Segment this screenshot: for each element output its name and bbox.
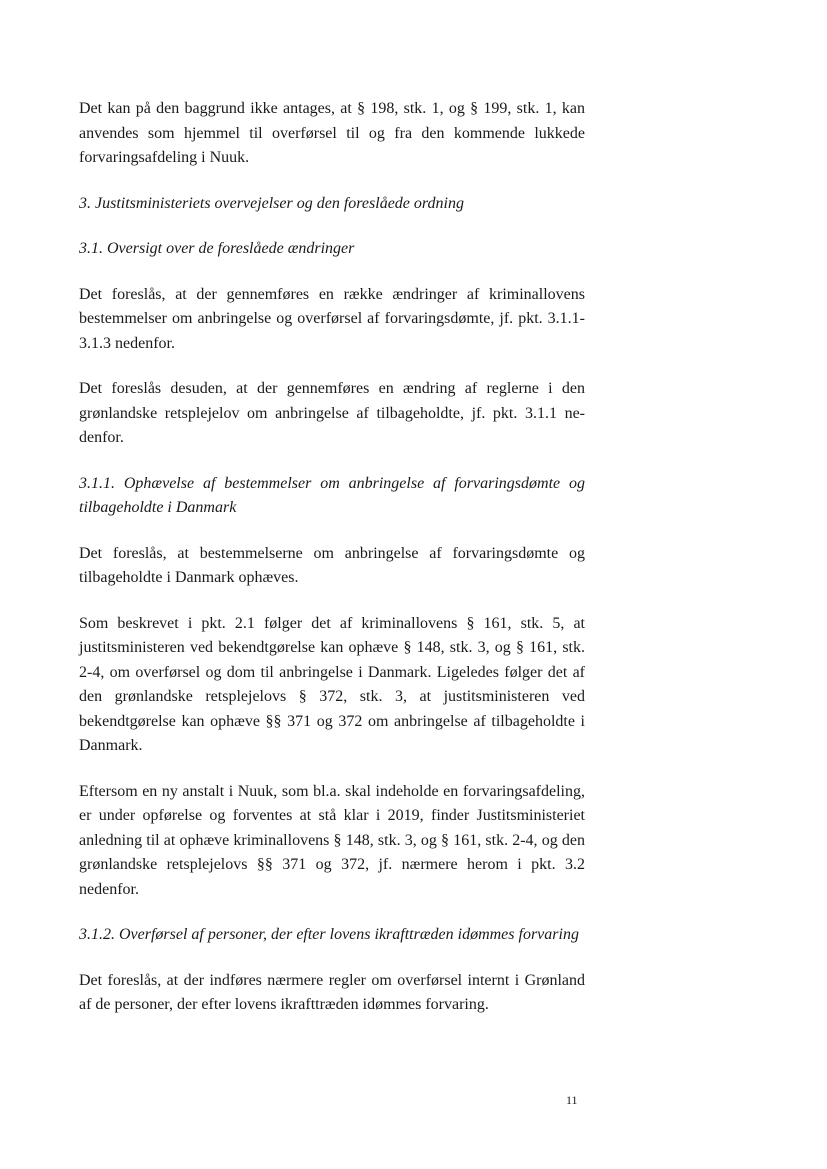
section-heading-3-1-2: 3.1.2. Overførsel af personer, der efter lovens ikrafttræden idømmes forvaring	[79, 926, 579, 943]
section-heading-3: 3. Justitsministeriets overvejelser og den foreslåede ordning	[79, 194, 464, 212]
paragraph-ophaeves: Det foreslås, at bestemmelserne om anbringelse af forvaringsdømte og tilbageholdte i Danmark ophæves.	[79, 544, 585, 586]
paragraph-aendringer: Det foreslås, at der gennemføres en række ændringer af kriminallovens bestemmelser om anbringelse og overførsel af forvaringsdømte, jf. pkt. 3.1.1-3.1.3 nedenfor.	[79, 285, 585, 352]
section-heading-3-1: 3.1. Oversigt over de foreslåede ændringer	[79, 240, 355, 257]
document-page	[79, 97, 585, 1039]
paragraph-anstalt-nuuk: Eftersom en ny anstalt i Nuuk, som bl.a. skal indeholde en forvaringsafdeling, er under opførelse og forventes at stå klar i 2019, finder Justitsministeriet anledning til at ophæve kriminallovens § 148, stk. 3, og § 161, stk. 2-4, og den grønlandske retsplejelovs §§ 371 og 372, jf. nærmere herom i pkt. 3.2 nedenfor.	[79, 782, 585, 898]
section-heading-3-1-1: 3.1.1. Ophævelse af bestemmelser om anbringelse af forvaringsdømte og tilbageholdte i Danmark	[79, 474, 585, 516]
paragraph-beskrevet: Som beskrevet i pkt. 2.1 følger det af kriminallovens § 161, stk. 5, at justitsministeren ved bekendtgørelse kan ophæve § 148, stk. 3, og § 161, stk. 2-4, om overførsel og dom til anbringelse i Danmark. Ligeledes følger det af den grønlandske retsplejelovs § 372, stk. 3, at justitsministeren ved bekendtgørelse kan ophæve §§ 371 og 372 om anbringelse af tilbageholdte i Danmark.	[79, 614, 585, 754]
paragraph-overfoersel: Det foreslås, at der indføres nærmere regler om overførsel internt i Grønland af de personer, der efter lovens ikrafttræden idømmes forvaring.	[79, 971, 585, 1013]
page-number: 11	[566, 1093, 578, 1107]
paragraph-hjemmel: Det kan på den baggrund ikke antages, at § 198, stk. 1, og § 199, stk. 1, kan anvendes som hjemmel til overførsel til og fra den kommende lukkede forvaringsafdeling i Nuuk.	[79, 100, 585, 166]
paragraph-retsplejelov: Det foreslås desuden, at der gennemføres en ændring af reglerne i den grønlandske retsplejelov om anbringelse af tilbageholdte, jf. pkt. 3.1.1 nedenfor.	[79, 380, 585, 446]
